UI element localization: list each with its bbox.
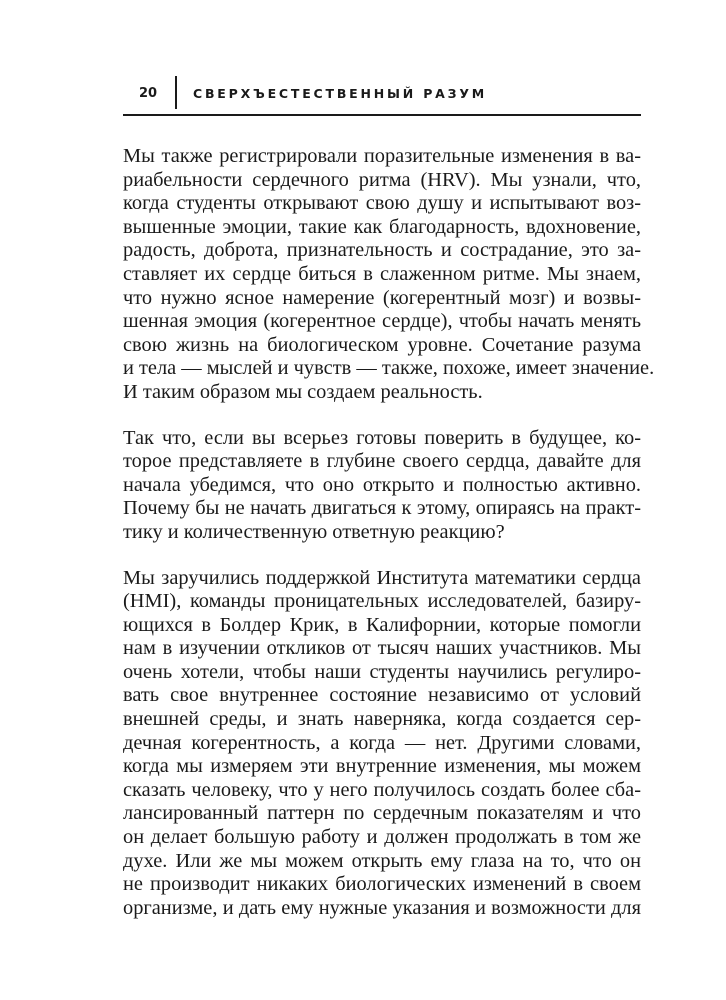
text-line: духе. Или же мы можем открыть ему глаза на то, что он	[123, 849, 641, 872]
text-line: радость, доброта, признательность и сострадание, это за-	[123, 239, 641, 262]
text-line: риабельности сердечного ритма (HRV). Мы узнали, что,	[123, 168, 641, 191]
text-line: лансированный паттерн по сердечным показателям и что	[123, 802, 641, 825]
text-line: вышенные эмоции, такие как благодарность, вдохновение,	[123, 215, 641, 238]
text-line: ставляет их сердце биться в слаженном ритме. Мы знаем,	[123, 262, 641, 285]
text-line: сказать человеку, что у него получилось создать более сба-	[123, 778, 641, 801]
text-line: тику и количественную ответную реакцию?	[123, 520, 505, 543]
header-divider	[175, 76, 177, 109]
text-line: торое представляете в глубине своего сердца, давайте для	[123, 450, 641, 473]
text-line: вать свое внутреннее состояние независимо от условий	[123, 684, 641, 707]
text-line: Почему бы не начать двигаться к этому, опираясь на практ-	[123, 497, 641, 520]
text-line: нам в изучении откликов от тысяч наших участников. Мы	[123, 637, 641, 660]
text-line: не производит никаких биологических изменений в своем	[123, 873, 641, 896]
body-text	[123, 145, 655, 942]
text-line: шенная эмоция (когерентное сердце), чтобы начать менять	[123, 310, 641, 333]
text-line: организме, и дать ему нужные указания и возможности для	[123, 896, 641, 919]
text-line: Так что, если вы всерьез готовы поверить в будущее, ко-	[123, 426, 641, 449]
text-line: свою жизнь на биологическом уровне. Сочетание разума	[123, 333, 641, 356]
text-line: что нужно ясное намерение (когерентный мозг) и возвы-	[123, 286, 641, 309]
text-line: ющихся в Болдер Крик, в Калифорнии, которые помогли	[123, 613, 641, 636]
text-line: дечная когерентность, а когда — нет. Другими словами,	[123, 731, 641, 754]
text-line: внешней среды, и знать наверняка, когда создается сер-	[123, 708, 641, 731]
text-line: Мы заручились поддержкой Института математики сердца	[123, 566, 641, 589]
running-header	[123, 76, 641, 116]
text-line: когда мы измеряем эти внутренние изменения, мы можем	[123, 755, 641, 778]
text-line: когда студенты открывают свою душу и испытывают воз-	[123, 192, 641, 215]
text-line: он делает большую работу и должен продолжать в том же	[123, 826, 641, 849]
paragraph-1	[123, 145, 655, 405]
text-line: Мы также регистрировали поразительные изменения в ва-	[123, 145, 641, 167]
running-title: СВЕРХЪЕСТЕСТВЕННЫЙ РАЗУМ	[193, 86, 488, 101]
page-number: 20	[139, 86, 158, 101]
text-line: очень хотели, чтобы наши студенты научились регулиро-	[123, 660, 641, 683]
text-line: и тела — мыслей и чувств — также, похоже, имеет значение.	[123, 357, 655, 380]
paragraph-2	[123, 427, 641, 545]
text-line: И таким образом мы создаем реальность.	[123, 380, 483, 403]
text-line: начала убедимся, что оно открыто и полностью активно.	[123, 473, 641, 496]
header-rule	[123, 114, 641, 116]
text-line: (HMI), команды проницательных исследователей, базиру-	[123, 590, 641, 613]
paragraph-3	[123, 567, 641, 921]
